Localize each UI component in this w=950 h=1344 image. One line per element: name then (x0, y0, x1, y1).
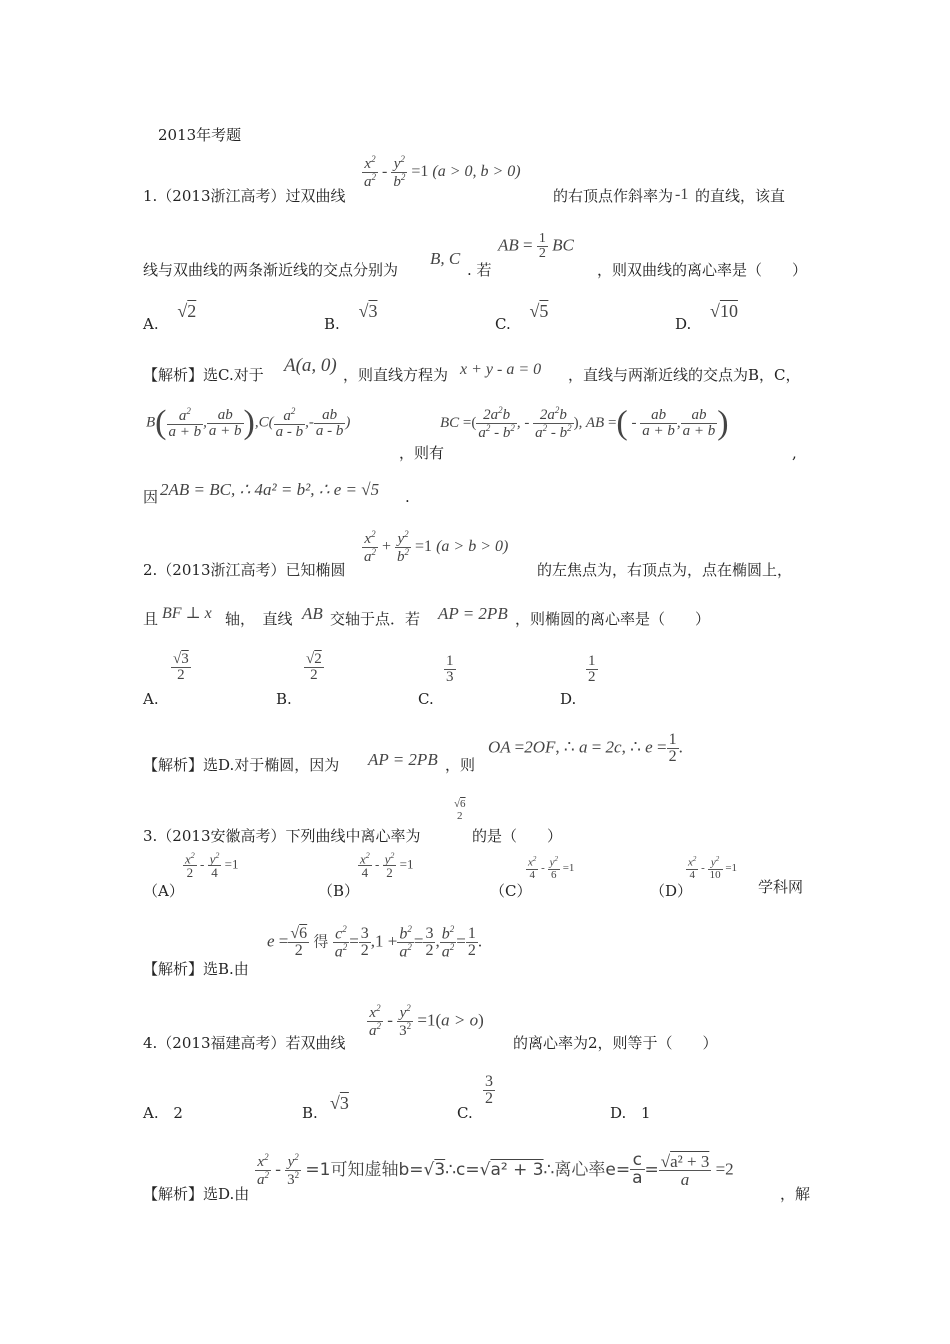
q1-option-d-value: √10 (710, 301, 738, 321)
q1-text-mid: 的右顶点作斜率为 (553, 187, 674, 205)
q4-option-d (610, 1104, 651, 1122)
q2-option-d (560, 653, 596, 708)
q3-final-result: e = $\frac{√6}{2}$ 得 $\frac{c^2}{a^2}$ = $\frac{3}{2}$ ,1 + $\frac{b^2}{a^2}$ = $\frac{3}{2}$ , $\frac{b^2}{a^2}$ = $\frac{1}{2}$ . (267, 924, 483, 961)
q1-solution-prefix: 【解析】选C.对于 (143, 366, 264, 384)
q1-line2b: ，则双曲线的离心率是（ ） (597, 261, 808, 279)
q2-text-prefix: 2.（2013浙江高考）已知椭圆 (143, 561, 346, 579)
q3-text-end: 的是（ ） (472, 827, 563, 845)
q3-option-a-label: （A） (143, 882, 184, 900)
q1-option-c-label: C. (495, 315, 511, 333)
q4-option-a-label: A. (143, 1104, 159, 1122)
q3-option-c-value: $\frac{x^2}{4}$ - $\frac{y^2}{6}$ =1 (528, 855, 575, 881)
q2-option-c (418, 653, 454, 708)
q4-option-c (457, 1073, 493, 1122)
q2-option-b-value: $\frac{√2}{2}$ (306, 651, 322, 683)
q4-text-prefix: 4.（2013福建高考）若双曲线 (143, 1034, 346, 1052)
q2-solution-then: ，则 (445, 756, 476, 774)
q3-option-b-value: $\frac{x^2}{4}$ - $\frac{y^2}{2}$ =1 (360, 851, 414, 881)
q2-option-c-value: $\frac{1}{3}$ (446, 653, 454, 685)
q1-text-prefix: 1.（2013浙江高考）过双曲线 (143, 187, 346, 205)
q4-option-b (302, 1093, 349, 1122)
q1-option-b-label: B. (324, 315, 340, 333)
q1-text-end: 的直线，该直 (695, 187, 786, 205)
q4-solution-prefix: 【解析】选D.由 (143, 1185, 250, 1203)
q1-option-a (143, 301, 197, 333)
q1-have: ，则有 (399, 444, 445, 462)
q3-option-d-label: （D） (650, 882, 693, 900)
q1-line2a: 线与双曲线的两条渐近线的交点分别为 (143, 261, 399, 279)
q3-option-a-value: $\frac{x^2}{2}$ - $\frac{y^2}{4}$ =1 (185, 851, 239, 881)
q3-eccentricity: $\frac{√6}{2}$ (454, 798, 466, 822)
q2-perpendicular: BF ⊥ x (162, 605, 212, 622)
q2-ellipse-equation: $\frac{x^2}{a^2}$ + $\frac{y^2}{b^2}$ =1 (a > b > 0) (364, 529, 509, 565)
q3-option-c-label: （C） (490, 882, 532, 900)
q2-option-d-label: D. (560, 690, 577, 708)
q3-option-d (650, 855, 738, 901)
q4-solution-end: ，解 (780, 1185, 811, 1203)
q2-option-a-value: $\frac{√3}{2}$ (173, 651, 189, 683)
q1-if: . 若 (467, 261, 492, 279)
q2-option-d-value: $\frac{1}{2}$ (588, 653, 596, 685)
q1-hyperbola-equation: $\frac{x^2}{a^2}$ - $\frac{y^2}{b^2}$ =1 (a > 0, b > 0) (364, 154, 521, 190)
q3-option-b (318, 851, 414, 901)
q1-vectors: BC =( $\frac{2a^2b}{a^2 - b^2}$ , - $\frac{2a^2b}{a^2 - b^2}$ ), AB =( - $\frac{ab}{a + b}$ , $\frac{ab}{a + b}$ ) (440, 404, 729, 442)
q1-period: . (405, 488, 410, 506)
q1-comma: , (792, 444, 797, 462)
q3-option-b-label: （B） (318, 882, 360, 900)
q1-option-c (495, 301, 549, 333)
q4-option-d-label: D. (610, 1104, 627, 1122)
q4-option-a (143, 1104, 183, 1122)
q2-line2c: 交轴于点．若 (330, 610, 421, 628)
q1-bc-points: B, C (430, 249, 461, 268)
q3-text-prefix: 3.（2013安徽高考）下列曲线中离心率为 (143, 827, 421, 845)
q1-option-d-label: D. (675, 315, 692, 333)
q4-option-a-value: 2 (173, 1104, 183, 1122)
q4-solution-math: $\frac{x^2}{a^2}$ - $\frac{y^2}{3^2}$ =1可知虚轴b=√3∴c=√a² + 3∴离心率e= $\frac{c}{a}$ = $\frac{\text{√a² + 3}}{a}$ =2 (257, 1150, 734, 1190)
q1-option-c-value: √5 (529, 301, 549, 321)
q4-option-d-value: 1 (641, 1104, 651, 1122)
q2-line2d: ，则椭圆的离心率是（ ） (515, 610, 711, 628)
q1-slope: -1 (675, 186, 689, 203)
q4-option-b-label: B. (302, 1104, 318, 1122)
q2-text-end: 的左焦点为，右顶点为，点在椭圆上， (537, 561, 793, 579)
q2-final-result: OA =2OF, ∴ a = 2c, ∴ e = $\frac{1}{2}$ . (488, 731, 683, 765)
q3-option-c (490, 855, 575, 901)
q1-ab-equation: AB = $\frac{1}{2}$ BC (498, 231, 574, 261)
q1-line-equation: x + y - a = 0 (460, 361, 542, 378)
q3-option-d-value: $\frac{x^2}{4}$ - $\frac{y^2}{10}$ =1 (688, 855, 738, 881)
q1-point-a: A(a, 0) (284, 355, 337, 376)
q1-solution-end: ，直线与两渐近线的交点为B，C， (568, 366, 801, 384)
q1-final-result: 2AB = BC, ∴ 4a² = b², ∴ e = √5 (160, 480, 380, 499)
q2-solution-prefix: 【解析】选D.对于椭圆，因为 (143, 756, 340, 774)
q2-ap-equation: AP = 2PB (438, 604, 508, 623)
q3-watermark: 学科网 (758, 878, 804, 896)
q1-option-d (675, 301, 738, 333)
q2-solution-ap: AP = 2PB (368, 750, 438, 769)
q4-option-b-value: √3 (330, 1093, 349, 1113)
q4-option-c-value: $\frac{3}{2}$ (485, 1073, 493, 1107)
page-title: 2013年考题 (158, 126, 242, 144)
q1-points-bc: B( $\frac{a^2}{a + b}$ , $\frac{ab}{a + b}$ ),C( $\frac{a^2}{a - b}$ ,- $\frac{ab}{a - b}$ ) (146, 404, 351, 441)
q1-option-a-value: √2 (177, 301, 197, 321)
q2-option-b (276, 651, 322, 708)
q1-because: 因 (143, 488, 159, 506)
q1-option-a-label: A. (143, 315, 159, 333)
q4-option-c-label: C. (457, 1104, 473, 1122)
q1-solution-mid: ，则直线方程为 (343, 366, 449, 384)
q4-hyperbola-equation: $\frac{x^2}{a^2}$ - $\frac{y^2}{3^2}$ =1(a > o) (369, 1003, 484, 1039)
q2-option-b-label: B. (276, 690, 292, 708)
q1-option-b-value: √3 (358, 301, 378, 321)
q2-ab: AB (302, 604, 323, 623)
q2-line2b: 轴， 直线 (225, 610, 293, 628)
q4-text-end: 的离心率为2，则等于（ ） (513, 1034, 718, 1052)
q1-option-b (324, 301, 378, 333)
q2-option-c-label: C. (418, 690, 434, 708)
q2-option-a (143, 651, 189, 708)
q2-option-a-label: A. (143, 690, 159, 708)
q3-option-a (143, 851, 239, 901)
q2-line2a: 且 (143, 610, 159, 628)
q3-solution-prefix: 【解析】选B.由 (143, 960, 249, 978)
